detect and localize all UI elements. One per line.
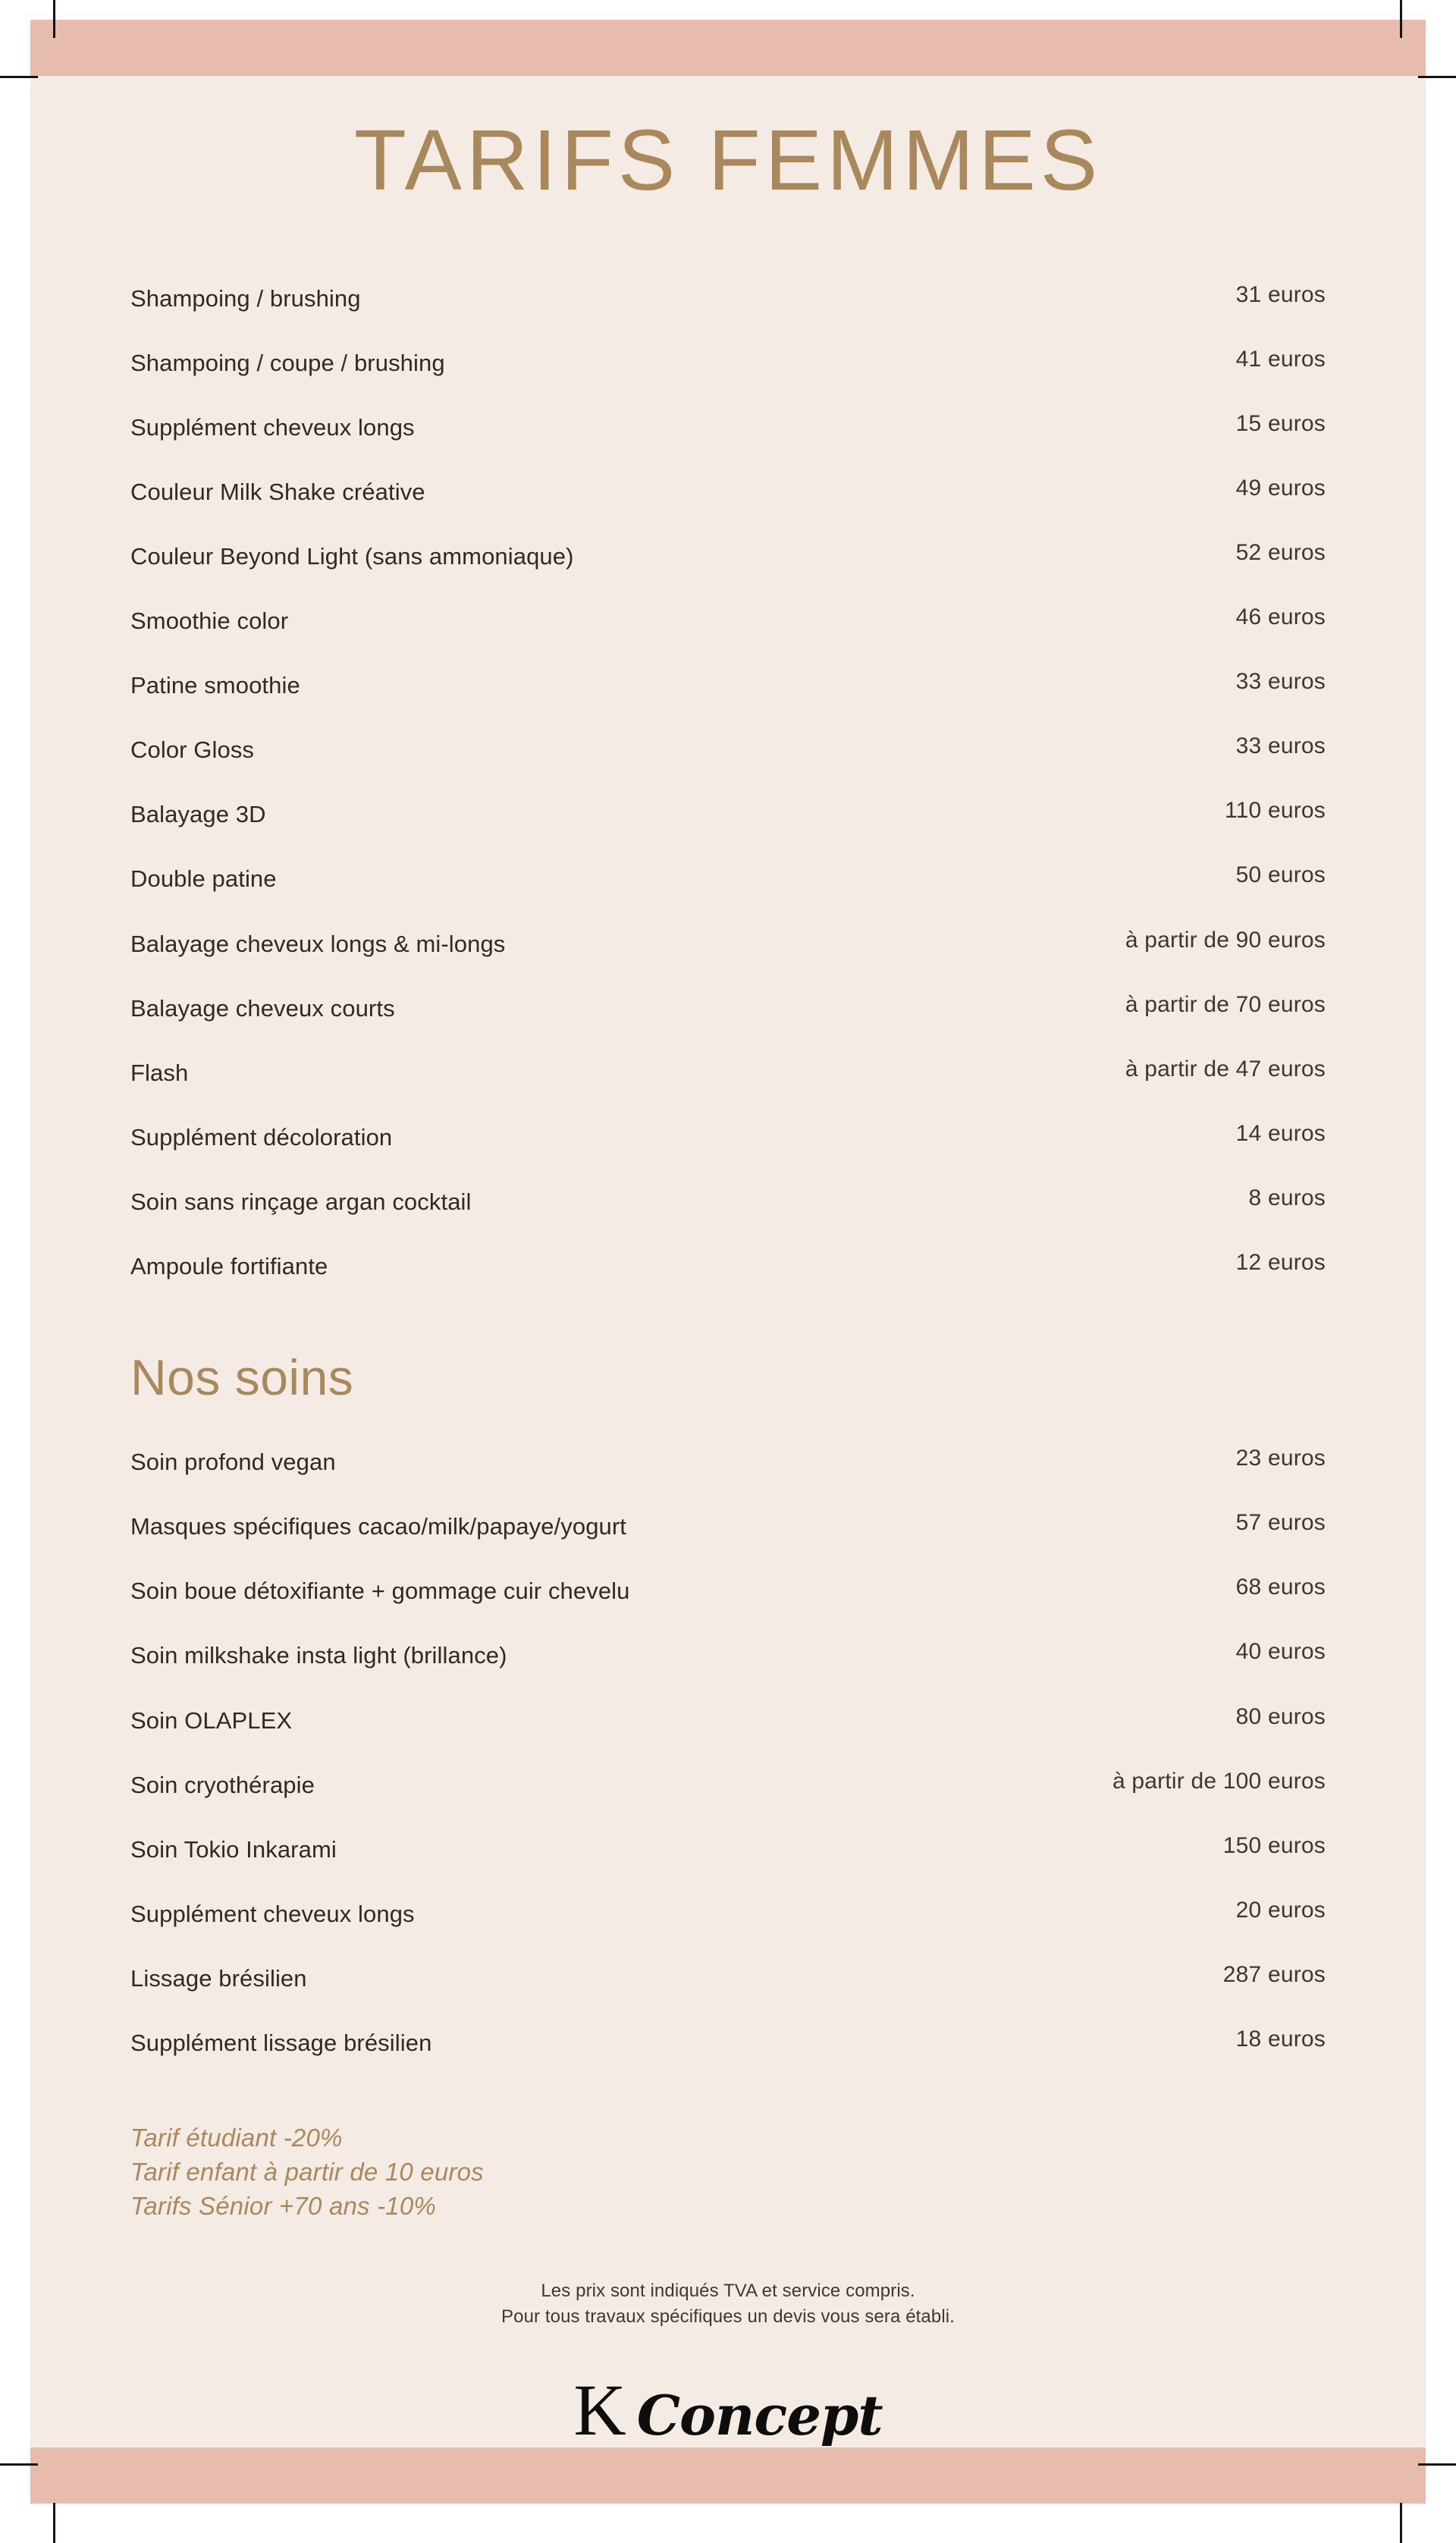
price-row	[130, 1639, 1326, 1669]
service-price: 110 euros	[1224, 798, 1326, 824]
service-price: 15 euros	[1235, 410, 1326, 436]
service-price: à partir de 70 euros	[1125, 991, 1326, 1017]
price-row	[130, 1832, 1326, 1863]
service-name: Shampoing / brushing	[130, 284, 361, 312]
service-price: 57 euros	[1235, 1510, 1326, 1536]
service-price: 52 euros	[1235, 540, 1326, 566]
service-price: 33 euros	[1235, 669, 1326, 695]
section-spacer	[130, 1279, 1326, 1352]
service-price: à partir de 47 euros	[1125, 1056, 1326, 1082]
service-price: 80 euros	[1235, 1703, 1326, 1729]
section-tarifs-femmes	[130, 281, 1326, 1280]
service-price: 49 euros	[1235, 475, 1326, 501]
service-name: Soin profond vegan	[130, 1449, 336, 1476]
price-row	[130, 1056, 1326, 1086]
service-price: 68 euros	[1235, 1574, 1326, 1600]
price-row	[130, 1120, 1326, 1151]
logo-word-concept: Concept	[636, 2382, 883, 2447]
service-name: Soin milkshake insta light (brillance)	[130, 1642, 507, 1669]
service-price: à partir de 100 euros	[1112, 1768, 1326, 1794]
price-row	[130, 1768, 1326, 1798]
price-row	[130, 862, 1326, 893]
service-name: Couleur Milk Shake créative	[130, 478, 425, 505]
price-row	[130, 733, 1326, 764]
section-heading-nos-soins: Nos soins	[130, 1349, 354, 1406]
price-row	[130, 1703, 1326, 1734]
price-row	[130, 604, 1326, 635]
service-name: Balayage 3D	[130, 801, 266, 828]
price-list-femmes	[130, 281, 1326, 1280]
discount-notes	[130, 2121, 1326, 2224]
price-row	[130, 669, 1326, 699]
price-row	[130, 1446, 1326, 1476]
service-price: 46 euros	[1235, 604, 1326, 630]
service-price: 41 euros	[1235, 346, 1326, 372]
service-name: Flash	[130, 1059, 189, 1086]
crop-mark-bottom-right-horizontal	[1418, 2463, 1456, 2466]
service-price: 33 euros	[1235, 733, 1326, 759]
service-price: 40 euros	[1235, 1639, 1326, 1665]
service-name: Lissage brésilien	[130, 1964, 307, 1992]
legal-line: Pour tous travaux spécifiques un devis vous sera établi.	[501, 2306, 955, 2327]
service-name: Double patine	[130, 865, 277, 893]
service-price: 31 euros	[1235, 281, 1326, 307]
service-name: Supplément cheveux longs	[130, 413, 415, 441]
service-name: Soin cryothérapie	[130, 1771, 315, 1798]
price-row	[130, 1897, 1326, 1927]
note-line: Tarif enfant à partir de 10 euros	[130, 2157, 484, 2186]
service-price: 12 euros	[1235, 1250, 1326, 1276]
service-name: Balayage cheveux longs & mi-longs	[130, 930, 506, 957]
service-name: Masques spécifiques cacao/milk/papaye/yogurt	[130, 1513, 627, 1540]
service-price: 8 euros	[1248, 1185, 1326, 1210]
service-price: à partir de 90 euros	[1125, 927, 1326, 953]
service-name: Shampoing / coupe / brushing	[130, 349, 445, 376]
top-accent-band	[30, 20, 1426, 76]
price-row	[130, 540, 1326, 570]
crop-mark-top-left-vertical	[53, 0, 55, 38]
service-name: Soin sans rinçage argan cocktail	[130, 1188, 472, 1215]
crop-mark-top-right-horizontal	[1418, 76, 1456, 78]
service-price: 150 euros	[1222, 1832, 1326, 1858]
service-name: Color Gloss	[130, 736, 255, 764]
service-name: Supplément cheveux longs	[130, 1900, 415, 1927]
legal-line: Les prix sont indiqués TVA et service compris.	[541, 2280, 915, 2301]
service-name: Soin boue détoxifiante + gommage cuir chevelu	[130, 1578, 630, 1605]
price-row	[130, 991, 1326, 1022]
service-price: 18 euros	[1235, 2026, 1326, 2052]
service-price: 287 euros	[1222, 1961, 1326, 1987]
service-name: Soin OLAPLEX	[130, 1706, 293, 1734]
service-price: 20 euros	[1235, 1897, 1326, 1923]
crop-mark-bottom-left-vertical	[53, 2503, 55, 2543]
crop-mark-bottom-right-vertical	[1400, 2503, 1402, 2543]
price-row	[130, 798, 1326, 828]
page-title: TARIFS FEMMES	[353, 112, 1103, 208]
service-price: 23 euros	[1235, 1446, 1326, 1471]
crop-mark-top-left-horizontal	[0, 76, 38, 78]
service-price: 50 euros	[1235, 862, 1326, 888]
price-list-soins	[130, 1446, 1326, 2056]
price-row	[130, 2026, 1326, 2056]
price-row	[130, 927, 1326, 957]
service-name: Smoothie color	[130, 607, 289, 635]
crop-mark-bottom-left-horizontal	[0, 2463, 38, 2466]
note-line: Tarif étudiant -20%	[130, 2124, 343, 2152]
service-price: 14 euros	[1235, 1120, 1326, 1146]
brand-logo	[130, 2369, 1326, 2450]
price-row	[130, 475, 1326, 505]
logo-letter-k: K	[573, 2369, 626, 2450]
price-row	[130, 1185, 1326, 1215]
section-nos-soins	[130, 1349, 1326, 2056]
service-name: Supplément décoloration	[130, 1123, 393, 1151]
service-name: Ampoule fortifiante	[130, 1253, 328, 1280]
price-row	[130, 410, 1326, 441]
page-content	[0, 76, 1456, 2450]
crop-mark-top-right-vertical	[1400, 0, 1402, 38]
service-name: Supplément lissage brésilien	[130, 2029, 432, 2056]
price-row	[130, 281, 1326, 312]
bottom-accent-band	[30, 2447, 1426, 2504]
price-row	[130, 1961, 1326, 1992]
legal-disclaimer	[130, 2278, 1326, 2330]
price-row	[130, 1250, 1326, 1280]
price-row	[130, 1574, 1326, 1605]
service-name: Couleur Beyond Light (sans ammoniaque)	[130, 543, 574, 570]
price-row	[130, 1510, 1326, 1540]
service-name: Soin Tokio Inkarami	[130, 1835, 337, 1863]
service-name: Patine smoothie	[130, 672, 300, 699]
note-line: Tarifs Sénior +70 ans -10%	[130, 2191, 436, 2220]
service-name: Balayage cheveux courts	[130, 994, 395, 1022]
price-row	[130, 346, 1326, 376]
